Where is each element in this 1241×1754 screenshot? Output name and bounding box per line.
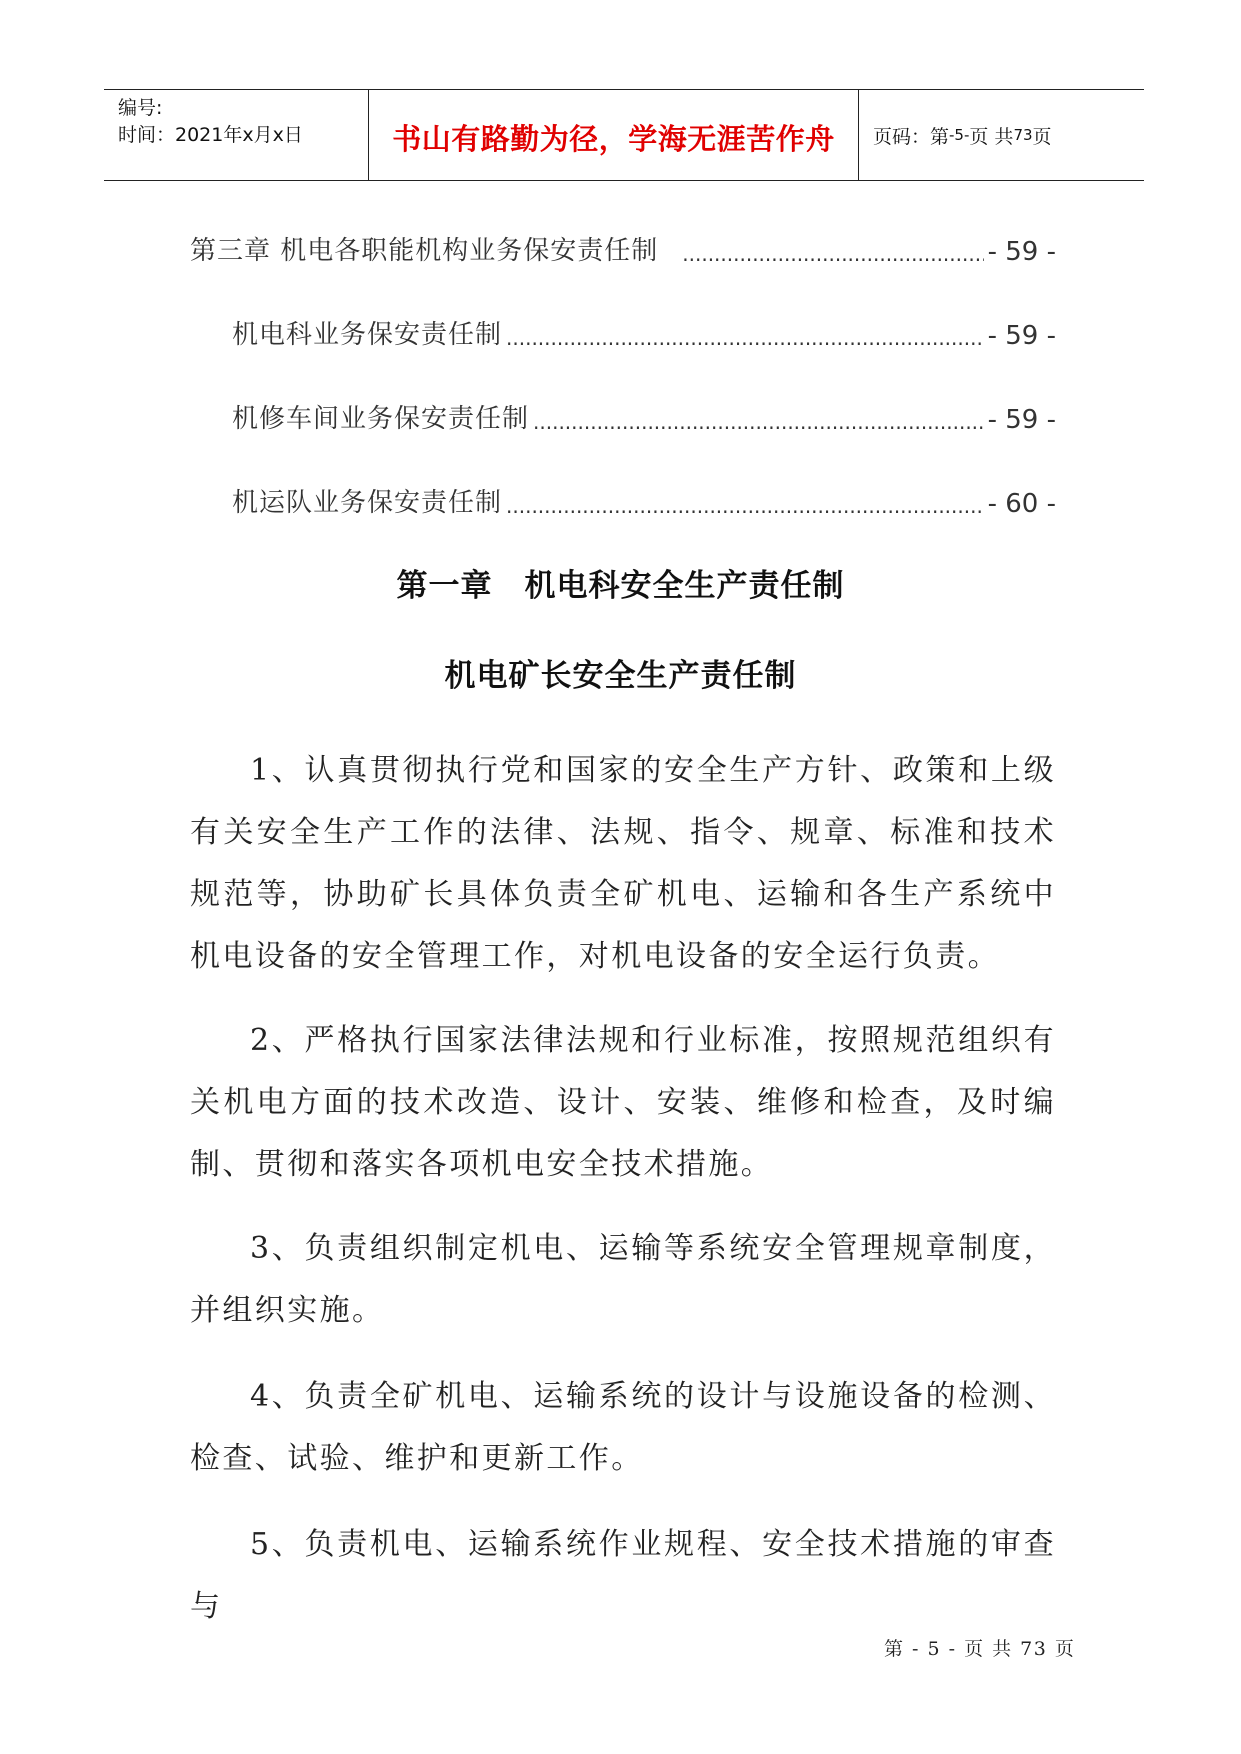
page-suffix: 页 bbox=[1032, 125, 1052, 148]
body-paragraph: 4、负责全矿机电、运输系统的设计与设施设备的检测、检查、试验、维护和更新工作。 bbox=[190, 1379, 1056, 1476]
page-mid: 页 共 bbox=[969, 125, 1014, 148]
page-footer: 第 - 5 - 页 共 73 页 bbox=[884, 1638, 1076, 1660]
toc-leader-dots bbox=[506, 493, 984, 519]
toc-entry[interactable] bbox=[232, 311, 1056, 351]
body-paragraph: 3、负责组织制定机电、运输等系统安全管理规章制度，并组织实施。 bbox=[190, 1231, 1056, 1328]
chapter-title: 第一章 机电科安全生产责任制 bbox=[396, 568, 845, 604]
toc-entry[interactable] bbox=[232, 479, 1056, 519]
toc-leader-dots bbox=[533, 409, 984, 435]
motto-text: 书山有路勤为径，学海无涯苦作舟 bbox=[392, 121, 835, 156]
body-paragraph: 2、严格执行国家法律法规和行业标准，按照规范组织有关机电方面的技术改造、设计、安装、维修和检查，及时编制、贯彻和落实各项机电安全技术措施。 bbox=[190, 1023, 1056, 1182]
toc-entry-page: - 60 - bbox=[987, 489, 1056, 519]
toc-entry-page: - 59 - bbox=[987, 405, 1056, 435]
toc-leader-dots bbox=[682, 241, 983, 267]
header-page-cell bbox=[859, 90, 1144, 180]
body-paragraph: 1、认真贯彻执行党和国家的安全生产方针、政策和上级有关安全生产工作的法律、法规、指令、规章、标准和技术规范等，协助矿长具体负责全矿机电、运输和各生产系统中机电设备的安全管理工作，对机电设备的安全运行负责。 bbox=[190, 753, 1056, 974]
section-title: 机电矿长安全生产责任制 bbox=[444, 658, 797, 694]
page-header bbox=[104, 89, 1144, 181]
page-prefix: 页码：第 bbox=[873, 125, 950, 148]
page-number: -5- bbox=[949, 126, 970, 144]
toc-entry-title: 第三章 机电各职能机构业务保安责任制 bbox=[190, 236, 659, 266]
body-paragraph: 5、负责机电、运输系统作业规程、安全技术措施的审查与 bbox=[190, 1527, 1056, 1624]
toc-entry-title: 机运队业务保安责任制 bbox=[232, 488, 503, 518]
toc-entry-page: - 59 - bbox=[987, 237, 1056, 267]
page-total: 73 bbox=[1013, 126, 1033, 144]
header-info-cell bbox=[104, 90, 369, 180]
date-label: 时间：2021年x月x日 bbox=[118, 124, 303, 146]
header-motto-cell bbox=[369, 90, 859, 180]
toc-entry-title: 机电科业务保安责任制 bbox=[232, 320, 503, 350]
toc-entry-page: - 59 - bbox=[987, 321, 1056, 351]
serial-number-label: 编号: bbox=[118, 97, 163, 119]
toc-entry[interactable] bbox=[232, 395, 1056, 435]
toc-leader-dots bbox=[506, 325, 984, 351]
toc-entry-title: 机修车间业务保安责任制 bbox=[232, 404, 530, 434]
toc-entry[interactable] bbox=[190, 227, 1056, 267]
